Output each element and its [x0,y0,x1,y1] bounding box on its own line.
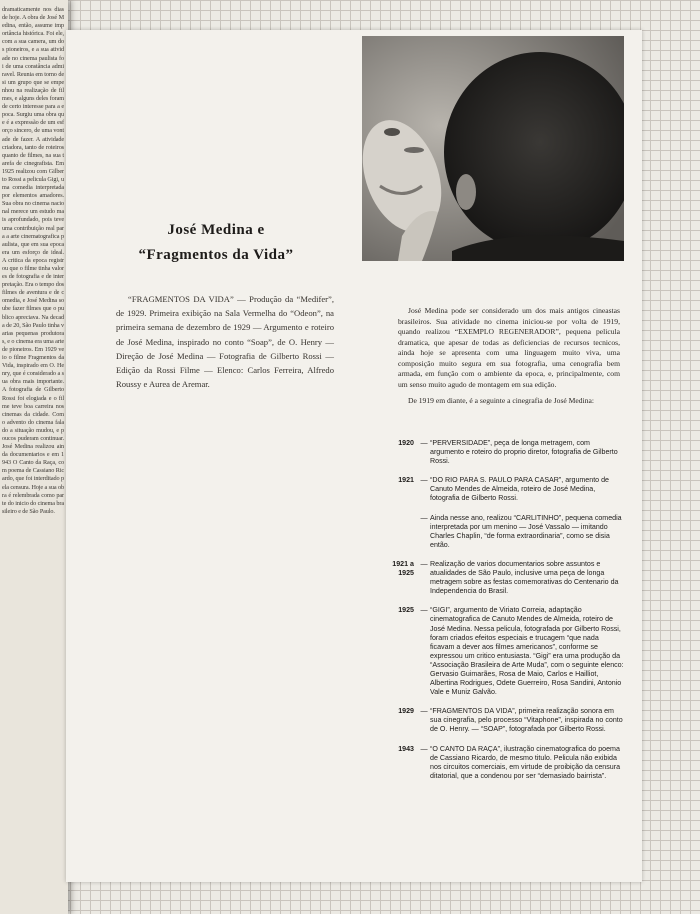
title-line-1: José Medina e [167,222,265,238]
film-description: “PERVERSIDADE”, peça de longa metragem, com argumento e roteiro do proprio diretor, fotografia de Gilberto Rossi. [430,439,618,466]
film-description: Ainda nesse ano, realizou “CARLITINHO”, pequena comedia interpretada por um menino — José Vassalo — imitando Charles Chaplin, “de forma extraordinaria”, como se disia então. [430,513,622,549]
filmography-entry [366,560,624,596]
entry-dash: — [420,439,428,447]
film-description: Realização de varios documentarios sobre assuntos e atualidades de São Paulo, inclusive uma peça de longa metragem sobre as festas comemorativas do Centenario da Independencia do Brasil. [430,559,619,596]
film-still-photo [362,36,624,261]
bio-paragraph-2: De 1919 em diante, é a seguinte a cinegrafia de José Medina: [408,396,594,405]
film-description: “GIGI”, argumento de Viriato Correia, adaptação cinematografica de Canuto Mendes de Almeida, roteiro de José Medina. Nessa pelicula, fotografada por Gilberto Rossi, foram criados efeitos especiais e trucagem “que nada ficavam a dever aos filmes americanos”, conforme se expressou um critico entusiasta. “Gigi” era uma produção da “Associação Brasileira de Arte Muda”, com o seguinte elenco: Gervasio Guimarães, Rosa de Maio, Carlos e Hailliot, Albertina Rodrigues, Odete Guerreiro, Rosa Sandini, Antonio Vale e Muniz Galvão. [430,606,624,697]
bio-paragraph-1: José Medina pode ser considerado um dos mais antigos cineastas brasileiros. Sua atividade no cinema iniciou-se por volta de 1919, quando realizou “EXEMPLO REGENERADOR”, pequena pelicula dramatica, que apesar de todas as deficiencias de recursos tecnicos, ainda hoje se apresenta com uma linguagem muito viva, uma composição muito segura em sua fotografia, uma cenografia bem armada, em função com o ambiente da epoca, e, principalmente, com um senso muito agudo de montagem em sua edição. [398,306,620,389]
title-line-2: “Fragmentos da Vida” [138,247,294,263]
film-description: “FRAGMENTOS DA VIDA”, primeira realização sonora em sua cinegrafia, pelo processo “Vitaphone”, inspirada no conto de O. Henry. — “SOAP”, fotografada por Gilberto Rossi. [430,707,623,734]
film-year: 1943 [398,744,414,753]
entry-dash: — [420,744,428,753]
entry-dash: — [420,476,428,485]
filmography-entry [366,439,624,466]
film-year [366,514,418,550]
film-credits: “FRAGMENTOS DA VIDA” — Produção da “Medifer”, de 1929. Primeira exibição na Sala Vermelha do “Odeon”, na primeira semana de dezembro de 1929 — Argumento e roteiro de José Medina, inspirado no conto “Soap”, de O. Henry — Direção de José Medina — Fotografia de Gilberto Rossi — Edição da Rossi Filme — Elenco: Carlos Ferreira, Alfredo Roussy e Aurea de Aremar. [116,294,334,390]
film-year: 1920 [398,439,414,447]
film-year: 1925 [398,606,414,615]
filmography-entry [366,606,624,697]
article-title [66,218,366,268]
filmography-entry [366,707,624,734]
filmography-list [366,439,624,791]
previous-page-edge [0,0,68,914]
entry-dash: — [420,606,428,615]
film-still-image [362,36,624,261]
previous-page-text: dramaticamente nos dias de hoje. A obra de José Medina, então, assume importância histórica. Foi ele, com a sua camera, um dos pioneiros, e a sua atividade no cinema paulista foi de uma constância admiravel. Reunia em torno de si um grupo que se empenhou na realização de filmes, e alguns deles foram de certo interesse para a epoca. Surgiu uma obra que é a expressão de um esforço sincero, de uma vontade de fazer. A atividade criadora, tanto de roteiros quanto de filmes, na sua tarefa de cinegrafista. Em 1925 realizou com Gilberto Rossi a pelicula Gigi, uma comedia interpretada por elementos amadores. Sua obra no cinema nacional merece um estudo mais aprofundado, pois teve uma contribuição real para a arte cinematografica paulista, que em sua epoca era um esforço de ideal. A critica da epoca registrou que o filme tinha valores de fotografia e de interpretação. Era o tempo dos filmes de aventura e de comedia, e José Medina soube fazer filmes que o publico apreciava. Na decada de 20, São Paulo tinha varias pequenas produtoras, e o cinema era uma arte de pioneiros. Em 1929 veio o filme Fragmentos da Vida, inspirado em O. Henry, que é considerado a sua obra mais importante. A fotografia de Gilberto Rossi foi elogiada e o filme teve boa carreira nos cinemas da cidade. Com o advento do cinema falado a situação mudou, e poucos puderam continuar. José Medina realizou ainda documentarios e em 1943 O Canto da Raça, com poema de Cassiano Ricardo, que foi interditado pela censura. Hoje a sua obra é relembrada como parte do inicio do cinema brasileiro e de São Paulo. [2,6,64,515]
film-description: “DO RIO PARA S. PAULO PARA CASAR”, argumento de Canuto Mendes de Almeida, roteiro de José Medina, fotografia de Gilberto Rossi. [430,476,609,503]
film-description: “O CANTO DA RAÇA”, ilustração cinematografica do poema de Cassiano Ricardo, de mesmo titulo. Pelicula não exibida nos circuitos comerciais, em virtude de proibição da censura ditatorial, que a condenou por ser “demasiado bairrista”. [430,744,621,780]
filmography-entry [366,514,624,550]
magazine-page [66,30,642,882]
entry-dash: — [420,707,428,716]
filmography-entry [366,745,624,781]
entry-dash: — [420,513,428,522]
biography-text [398,306,620,413]
film-year: 1921 a 1925 [392,559,414,578]
filmography-entry [366,476,624,503]
film-year: 1929 [398,707,414,716]
film-year: 1921 [398,476,414,485]
entry-dash: — [420,559,428,568]
